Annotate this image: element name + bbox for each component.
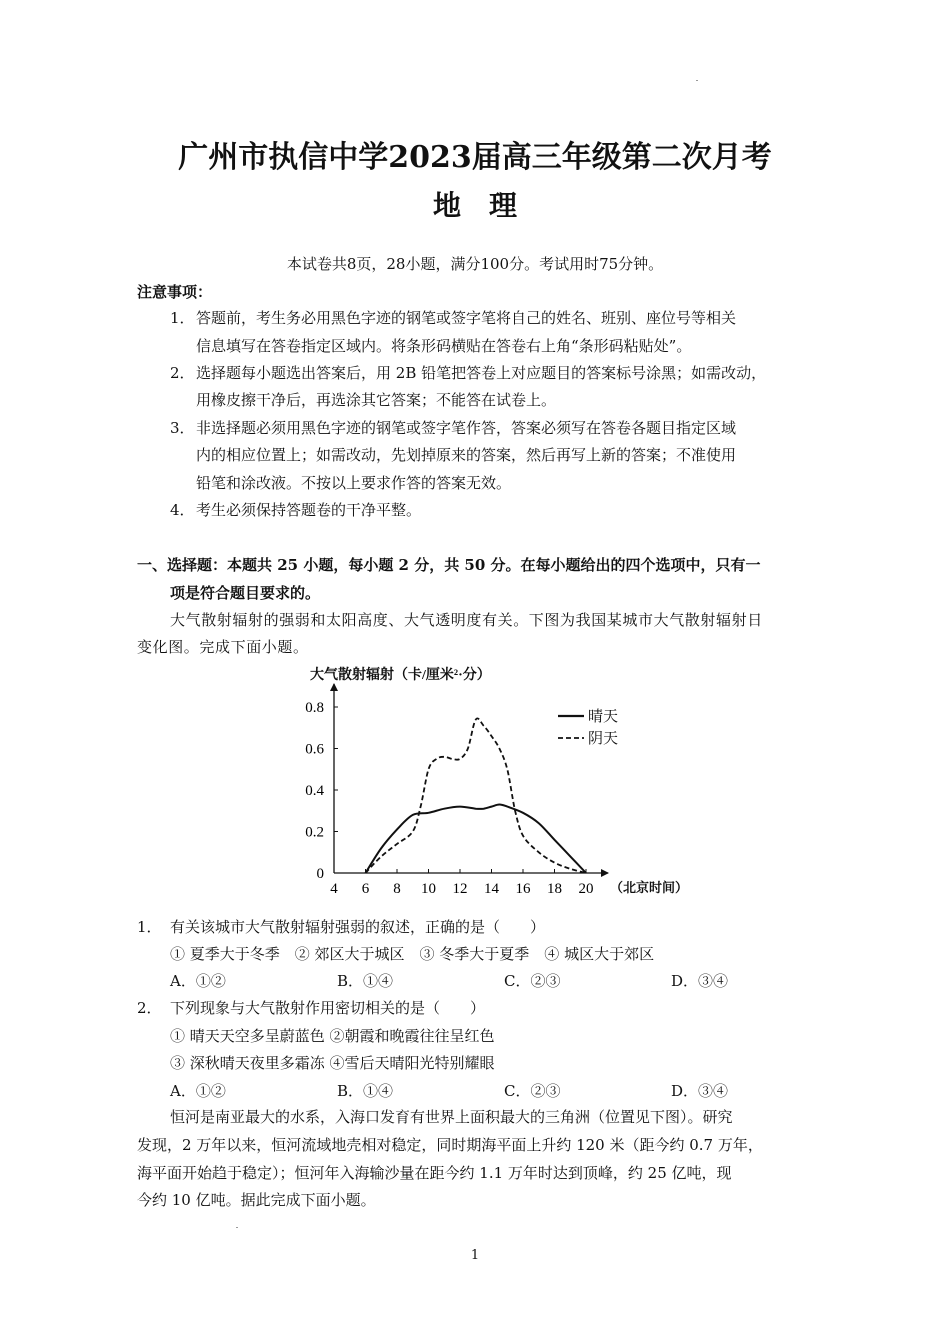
- question-number: 2．: [137, 999, 162, 1017]
- passage-line: 大气散射辐射的强弱和太阳高度、大气透明度有关。下图为我国某城市大气散射辐射日: [170, 611, 763, 629]
- chart-series: [366, 718, 587, 873]
- page-number: 1: [470, 1248, 480, 1263]
- y-tick-label: 0.8: [305, 700, 324, 716]
- exam-info: 本试卷共8页，28小题，满分100分。考试用时75分钟。: [286, 255, 664, 273]
- scattered-radiation-chart: [290, 660, 710, 900]
- y-tick-label: 0.2: [305, 824, 324, 841]
- question-number: 1．: [137, 918, 162, 936]
- passage-line: 恒河是南亚最大的水系，入海口发育有世界上面积最大的三角洲（位置见下图）。研究: [170, 1108, 733, 1126]
- option-d[interactable]: D．③④: [671, 972, 729, 990]
- option-a[interactable]: A．①②: [170, 972, 226, 990]
- option-d[interactable]: D．③④: [671, 1082, 729, 1100]
- subject-title: 地 理: [432, 189, 517, 222]
- x-tick-label: 12: [452, 881, 468, 897]
- scan-speck: [236, 1227, 238, 1228]
- notice-line: 用橡皮擦干净后，再选涂其它答案；不能答在试卷上。: [196, 391, 557, 409]
- notice-line: 考生必须保持答题卷的干净平整。: [196, 501, 422, 519]
- exam-title: 广州市执信中学2023届高三年级第二次月考: [178, 140, 772, 175]
- option-b[interactable]: B．①④: [337, 1082, 394, 1100]
- legend-label-cloudy: 阴天: [588, 731, 619, 747]
- scan-speck: [696, 80, 698, 81]
- notice-line: 非选择题必须用黑色字迹的钢笔或签字笔作答，答案必须写在答卷各题目指定区域: [196, 419, 737, 437]
- notice-number: 3．: [170, 419, 195, 437]
- legend-label-sunny: 晴天: [588, 709, 619, 725]
- y-tick-label: 0.4: [305, 783, 324, 799]
- option-b[interactable]: B．①④: [337, 972, 394, 990]
- notice-number: 2．: [170, 364, 195, 382]
- notice-line: 信息填写在答卷指定区域内。将条形码横贴在答卷右上角“条形码粘贴处”。: [196, 337, 692, 355]
- option-c[interactable]: C．②③: [504, 972, 561, 990]
- y-axis-label: 大气散射辐射（卡/厘米²·分）: [310, 668, 491, 683]
- passage-line: 海平面开始趋于稳定）；恒河年入海输沙量在距今约 1.1 万年时达到顶峰，约 25 亿吨，现: [137, 1164, 732, 1182]
- question-statements: ① 夏季大于冬季 ② 郊区大于城区 ③ 冬季大于夏季 ④ 城区大于郊区: [170, 945, 655, 963]
- option-a[interactable]: A．①②: [170, 1082, 226, 1100]
- notice-line: 铅笔和涂改液。不按以上要求作答的答案无效。: [196, 474, 512, 492]
- x-tick-label: 14: [484, 881, 499, 897]
- chart-legend: [558, 708, 618, 747]
- y-tick-label: 0.6: [305, 741, 324, 758]
- x-axis-label: （北京时间）: [610, 880, 689, 895]
- section-heading: 项是符合题目要求的。: [170, 584, 321, 602]
- x-tick-label: 8: [393, 881, 401, 897]
- notice-number: 4．: [170, 501, 195, 519]
- notice-heading: 注意事项：: [137, 283, 213, 301]
- x-tick-label: 6: [361, 881, 370, 897]
- x-tick-label: 16: [515, 881, 531, 897]
- series-line-cloudy: [366, 718, 587, 873]
- x-tick-label: 20: [578, 881, 594, 897]
- notice-line: 内的相应位置上；如需改动，先划掉原来的答案，然后再写上新的答案；不准使用: [196, 446, 737, 464]
- notice-number: 1．: [170, 309, 195, 327]
- x-tick-label: 4: [330, 881, 338, 897]
- question-stem: 有关该城市大气散射辐射强弱的叙述，正确的是（ ）: [170, 918, 546, 936]
- x-tick-label: 10: [421, 881, 436, 897]
- option-c[interactable]: C．②③: [504, 1082, 561, 1100]
- axis-ticks: [305, 700, 593, 897]
- passage-line: 变化图。完成下面小题。: [137, 638, 309, 656]
- question-statements: ③ 深秋晴天夜里多霜冻 ④雪后天晴阳光特别耀眼: [170, 1054, 495, 1072]
- notice-line: 答题前，考生务必用黑色字迹的钢笔或签字笔将自己的姓名、班别、座位号等相关: [196, 309, 737, 327]
- passage-line: 今约 10 亿吨。据此完成下面小题。: [137, 1191, 376, 1209]
- notice-line: 选择题每小题选出答案后，用 2B 铅笔把答卷上对应题目的答案标号涂黑；如需改动，: [196, 364, 767, 382]
- question-stem: 下列现象与大气散射作用密切相关的是（ ）: [170, 999, 486, 1017]
- question-statements: ① 晴天天空多呈蔚蓝色 ②朝霞和晚霞往往呈红色: [170, 1027, 495, 1045]
- section-heading: 一、选择题：本题共 25 小题，每小题 2 分，共 50 分。在每小题给出的四个选项中，只有一: [137, 556, 761, 574]
- passage-line: 发现，2 万年以来，恒河流域地壳相对稳定，同时期海平面上升约 120 米（距今约 0.7 万年，: [137, 1136, 763, 1154]
- y-tick-label: 0: [316, 866, 324, 882]
- x-tick-label: 18: [547, 881, 562, 897]
